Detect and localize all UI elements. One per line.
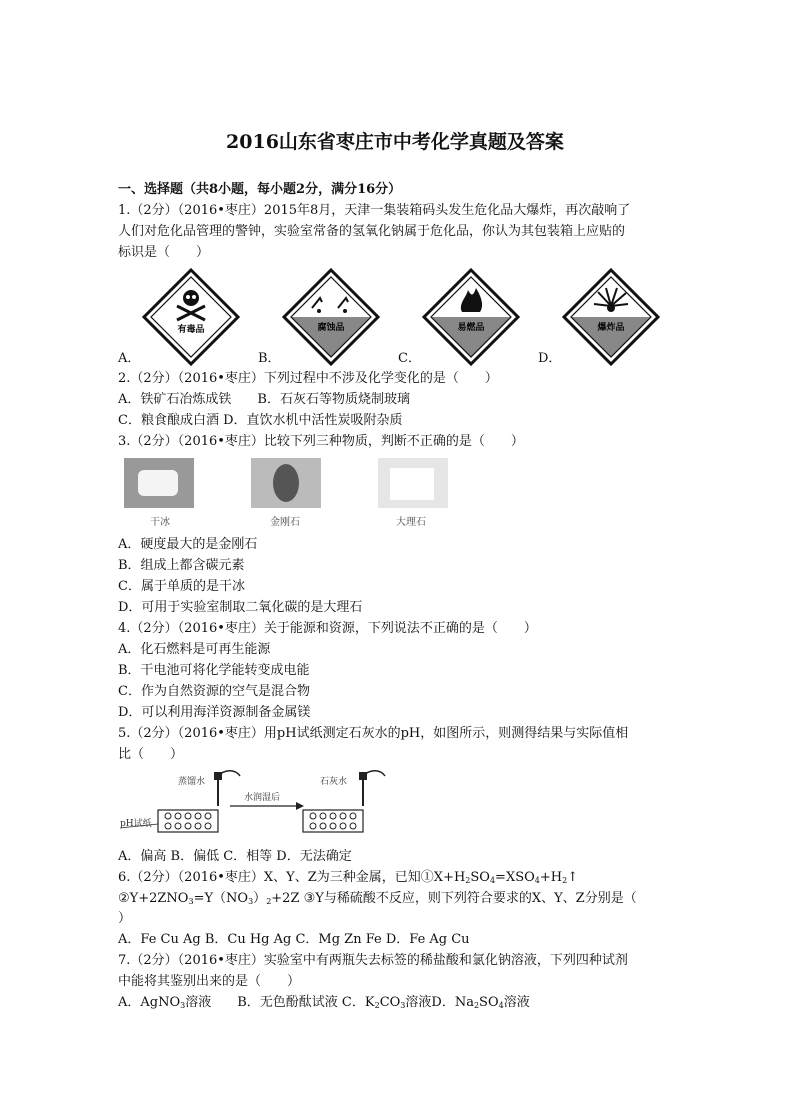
page-title: 2016山东省枣庄市中考化学真题及答案 xyxy=(226,131,564,153)
sign-label-flammable: 易燃品 xyxy=(457,323,485,333)
q5-line-1: 5.（2分）（2016•枣庄）用pH试纸测定石灰水的pH，如图所示，则测得结果与实际值相 xyxy=(118,726,629,741)
q3-option-a: A．硬度最大的是金刚石 xyxy=(118,537,258,552)
q1-option-c: C． xyxy=(398,351,421,366)
q1-option-b: B． xyxy=(258,351,281,366)
q6-line-3: ） xyxy=(118,911,132,926)
q1-line-1: 1.（2分）（2016•枣庄）2015年8月，天津一集装箱码头发生危化品大爆炸，再次敲响了 xyxy=(118,203,631,218)
sign-label-toxic: 有毒品 xyxy=(177,325,205,335)
diamond-image xyxy=(251,458,321,508)
q2-options-1: A．铁矿石冶炼成铁 B．石灰石等物质烧制玻璃 xyxy=(118,392,410,407)
q4-stem: 4.（2分）（2016•枣庄）关于能源和资源，下列说法不正确的是（ ） xyxy=(118,621,537,636)
q6-options: A．Fe Cu Ag B．Cu Hg Ag C．Mg Zn Fe D．Fe Ag Cu xyxy=(118,932,470,947)
flammable-sign-icon xyxy=(422,268,520,366)
fig-label-distilled-water: 蒸馏水 xyxy=(178,777,206,787)
fig-label-ph-paper: pH试纸 xyxy=(120,819,152,829)
q7-options: A．AgNO$_3$溶液 B．无色酚酞试液 C．$K_2CO_3$溶液D．$Na_2SO_4$溶液 xyxy=(118,995,530,1010)
explosive-sign-icon xyxy=(562,268,660,366)
fig-label-after-wetting: 水润湿后 xyxy=(244,793,281,803)
diamond-label: 金刚石 xyxy=(270,517,300,528)
q3-option-c: C．属于单质的是干冰 xyxy=(118,579,245,594)
marble-label: 大理石 xyxy=(396,517,426,528)
q4-option-c: C．作为自然资源的空气是混合物 xyxy=(118,684,310,699)
sign-label-explosive: 爆炸品 xyxy=(597,323,625,333)
q3-option-b: B．组成上都含碳元素 xyxy=(118,558,245,573)
fig-label-limewater: 石灰水 xyxy=(320,777,348,787)
q7-line-2: 中能将其鉴别出来的是（ ） xyxy=(118,974,301,989)
q4-option-b: B．干电池可将化学能转变成电能 xyxy=(118,663,310,678)
q1-line-2: 人们对危化品管理的警钟，实验室常备的氢氧化钠属于危化品，你认为其包装箱上应贴的 xyxy=(118,224,626,239)
toxic-sign-icon xyxy=(142,268,240,366)
q2-options-2: C．粮食酿成白酒 D．直饮水机中活性炭吸附杂质 xyxy=(118,413,403,428)
section-heading: 一、选择题（共8小题，每小题2分，满分16分） xyxy=(118,182,402,197)
sign-label-corrosive: 腐蚀品 xyxy=(317,323,345,333)
q6-line-1: 6.（2分）（2016•枣庄）X、Y、Z为三种金属，已知$①X+H_2SO_4=XSO_4+H_2↑$ xyxy=(118,870,579,885)
q1-line-3: 标识是（ ） xyxy=(118,245,210,260)
q7-line-1: 7.（2分）（2016•枣庄）实验室中有两瓶失去标签的稀盐酸和氯化钠溶液，下列四种试剂 xyxy=(118,953,628,968)
dry-ice-image xyxy=(124,458,194,508)
q1-option-a: A． xyxy=(118,351,141,366)
q5-line-2: 比（ ） xyxy=(118,747,184,762)
dry-ice-label: 干冰 xyxy=(150,517,170,528)
q2-stem: 2.（2分）（2016•枣庄）下列过程中不涉及化学变化的是（ ） xyxy=(118,371,498,386)
q6-line-2: $②Y+2ZNO_3=Y(NO_3)_2+2Z$ ③Y与稀硫酸不反应，则下列符合要求的X、Y、Z分别是（ xyxy=(118,891,637,906)
q4-option-a: A．化石燃料是可再生能源 xyxy=(118,642,271,657)
q3-stem: 3.（2分）（2016•枣庄）比较下列三种物质，判断不正确的是（ ） xyxy=(118,434,524,449)
q5-options: A．偏高 B．偏低 C．相等 D．无法确定 xyxy=(118,849,352,864)
corrosive-sign-icon xyxy=(282,268,380,366)
q4-option-d: D．可以利用海洋资源制备金属镁 xyxy=(118,705,311,720)
marble-image xyxy=(378,458,448,508)
q3-option-d: D．可用于实验室制取二氧化碳的是大理石 xyxy=(118,600,363,615)
q1-option-d: D． xyxy=(538,351,562,366)
ph-test-figure xyxy=(118,766,418,844)
